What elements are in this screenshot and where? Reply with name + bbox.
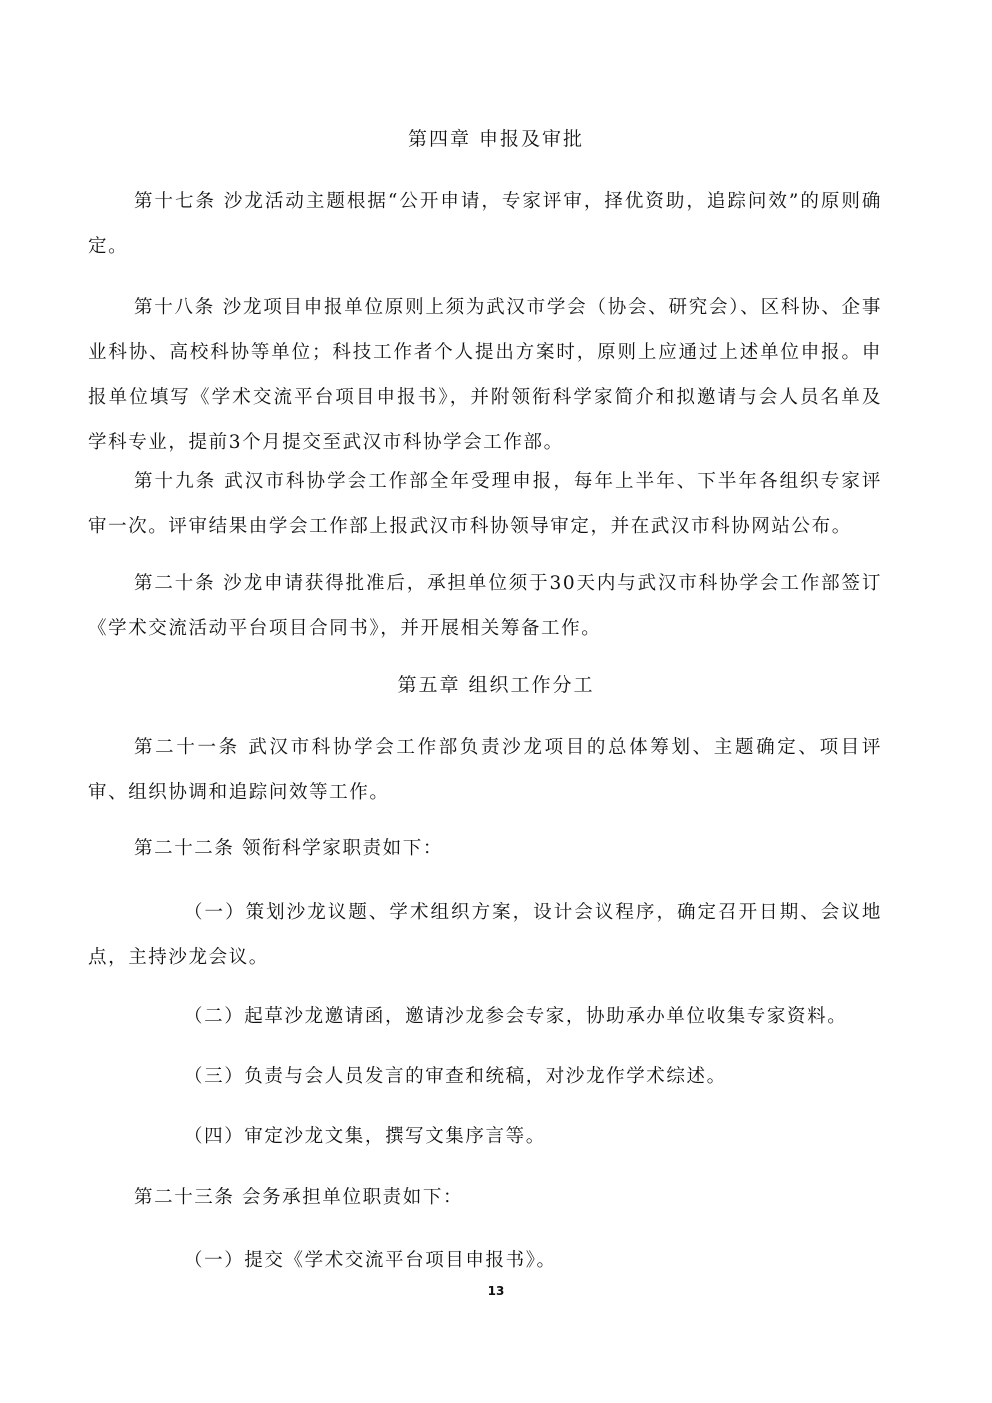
article-23: 第二十三条 会务承担单位职责如下： bbox=[134, 1187, 464, 1208]
chapter-5-title: 第五章 组织工作分工 bbox=[397, 674, 595, 696]
article-17: 第十七条 沙龙活动主题根据“公开申请，专家评审，择优资助，追踪问效”的原则确定。 bbox=[88, 191, 882, 257]
article-20: 第二十条 沙龙申请获得批准后，承担单位须于30天内与武汉市科协学会工作部签订《学术交流活动平台项目合同书》，并开展相关筹备工作。 bbox=[88, 573, 882, 639]
article-22: 第二十二条 领衔科学家职责如下： bbox=[134, 838, 443, 859]
chapter-4-title: 第四章 申报及审批 bbox=[407, 128, 585, 150]
article-22-item-2: （二）起草沙龙邀请函，邀请沙龙参会专家，协助承办单位收集专家资料。 bbox=[184, 1006, 848, 1027]
article-22-item-1: （一）策划沙龙议题、学术组织方案，设计会议程序，确定召开日期、会议地点，主持沙龙会议。 bbox=[88, 902, 882, 968]
article-21: 第二十一条 武汉市科协学会工作部负责沙龙项目的总体筹划、主题确定、项目评审、组织协调和追踪问效等工作。 bbox=[88, 737, 882, 803]
article-22-item-3: （三）负责与会人员发言的审查和统稿，对沙龙作学术综述。 bbox=[184, 1066, 727, 1087]
article-22-item-4: （四）审定沙龙文集，撰写文集序言等。 bbox=[184, 1126, 546, 1147]
article-23-item-1: （一）提交《学术交流平台项目申报书》。 bbox=[184, 1250, 557, 1271]
article-19: 第十九条 武汉市科协学会工作部全年受理申报，每年上半年、下半年各组织专家评审一次。评审结果由学会工作部上报武汉市科协领导审定，并在武汉市科协网站公布。 bbox=[88, 471, 882, 537]
page-number: 13 bbox=[487, 1284, 505, 1298]
article-18: 第十八条 沙龙项目申报单位原则上须为武汉市学会（协会、研究会）、区科协、企事业科协、高校科协等单位；科技工作者个人提出方案时，原则上应通过上述单位申报。申报单位填写《学术交流平台项目申报书》，并附领衔科学家简介和拟邀请与会人员名单及学科专业，提前3个月提交至武汉市科协学会工作部。 bbox=[88, 297, 882, 453]
